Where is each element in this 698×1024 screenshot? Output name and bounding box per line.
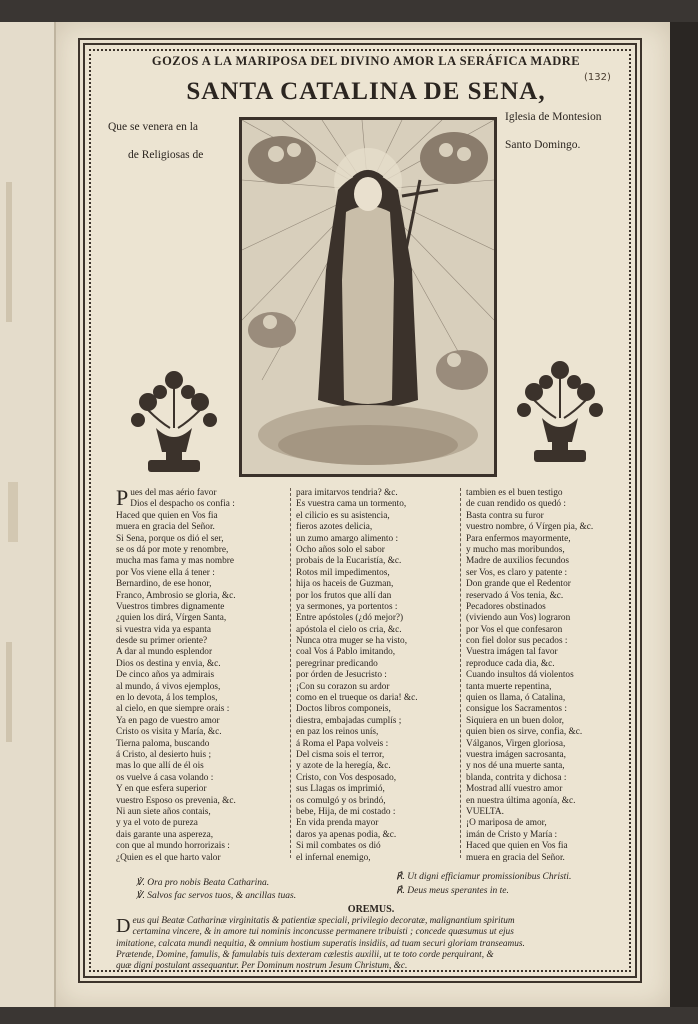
verse-line: por órden de Jesucristo : bbox=[296, 670, 387, 681]
verse-line: Haced que quien en Vos fia bbox=[466, 841, 568, 852]
verse-line: ser Vos, es claro y patente : bbox=[466, 567, 568, 578]
verse-line: Si Sena, porque os dió el ser, bbox=[116, 533, 224, 544]
prayer-line: imitatione, calcata mundi nequitia, & omnium hostium superatis insidiis, ad tuam securi gloriam transeamus. bbox=[116, 938, 525, 949]
verse-line: Válganos, Virgen gloriosa, bbox=[466, 738, 566, 749]
verse-line: con que al mundo horrorizais : bbox=[116, 841, 230, 852]
verse-line: muera en gracia del Señor. bbox=[466, 852, 565, 863]
verse-line: Madre de auxilios fecundos bbox=[466, 556, 570, 567]
verse-line: por Vos el que confesaron bbox=[466, 624, 563, 635]
verse-line: ¡Con su corazon su ardor bbox=[296, 681, 390, 692]
prayer-line: Prætende, Domine, famulis, & famulabis tuis dexteram cælestis auxilii, ut te toto corde perquirant, & bbox=[116, 949, 494, 960]
verse-line: en paz los reinos unís, bbox=[296, 727, 379, 738]
verse-line: y azote de la heregía, &c. bbox=[296, 761, 391, 772]
verse-line: Es vuestra cama un tormento, bbox=[296, 499, 407, 510]
verse-line: Don grande que el Redentor bbox=[466, 579, 571, 590]
facing-page-bleedthrough bbox=[0, 182, 34, 742]
verse-line: se os dá por mote y renombre, bbox=[116, 544, 229, 555]
verse-line: al mundo, á vivos ejemplos, bbox=[116, 681, 221, 692]
verse-line: daros ya apenas podia, &c. bbox=[296, 829, 397, 840]
verse-column-2 bbox=[296, 488, 418, 864]
verse-line: Mostrad allí vuestro amor bbox=[466, 784, 563, 795]
verse-line: ¡O mariposa de amor, bbox=[466, 818, 547, 829]
verse-line: Y en que esfera superior bbox=[116, 784, 207, 795]
verse-line: de cuan rendido os quedó : bbox=[466, 499, 566, 510]
verse-line: De cinco años ya admirais bbox=[116, 670, 215, 681]
verse-line: Si mil combates os dió bbox=[296, 841, 381, 852]
drop-cap: D bbox=[116, 915, 131, 937]
verse-line: Ni aun siete años contais, bbox=[116, 806, 211, 817]
verse-line: en nuestra última agonía, &c. bbox=[466, 795, 576, 806]
verse-line: por los frutos que allí dan bbox=[296, 590, 392, 601]
verse-line: Cuando insultos dá violentos bbox=[466, 670, 574, 681]
page-title: SANTA CATALINA DE SENA, bbox=[186, 78, 546, 105]
verse-line: Del cisma sois el terror, bbox=[296, 749, 385, 760]
verse-line: consigue los Sacramentos : bbox=[466, 704, 567, 715]
versicle-2: ℣. Salvos fac servos tuos, & ancillas tuas. bbox=[136, 891, 297, 901]
verse-line: os comulgó y os brindó, bbox=[296, 795, 386, 806]
verse-line: sus Llagas os imprimió, bbox=[296, 784, 385, 795]
versicle-1: ℣. Ora pro nobis Beata Catharina. bbox=[136, 878, 270, 888]
verse-line: blanda, contrita y dichosa : bbox=[466, 772, 567, 783]
prayer-line: quæ digni postulant assequantur. Per Dominum nostrum Jesum Christum, &c. bbox=[116, 961, 408, 972]
verse-line: mas lo que allí de él ois bbox=[116, 761, 204, 772]
verse-line: os vuelve á casa volando : bbox=[116, 772, 214, 783]
verse-line: Haced que quien en Vos fia bbox=[116, 510, 218, 521]
page-subtitle: GOZOS A LA MARIPOSA DEL DIVINO AMOR LA SERÁFICA MADRE bbox=[151, 54, 581, 68]
verse-line: quien bien os sirve, confia, &c. bbox=[466, 727, 583, 738]
response-1: ℟. Ut digni efficiamur promissionibus Christi. bbox=[396, 872, 572, 882]
verse-line: Para enfermos mayormente, bbox=[466, 533, 571, 544]
verse-line: como en el trueque os daria! &c. bbox=[296, 693, 418, 704]
handwritten-annotation: (132) bbox=[584, 72, 611, 83]
facing-page-edge bbox=[0, 22, 56, 1007]
column-divider-1 bbox=[290, 488, 291, 858]
prayer-text bbox=[116, 916, 626, 972]
verse-line: Entre apóstoles (¿dó mejor?) bbox=[296, 613, 404, 624]
verse-line: el cilicio es su asistencia, bbox=[296, 510, 390, 521]
verse-line: Vuestros timbres dignamente bbox=[116, 601, 225, 612]
verse-line: Siquiera en un buen dolor, bbox=[466, 715, 564, 726]
verse-line: y nos dé una muerte santa, bbox=[466, 761, 565, 772]
verse-line: Rotos mil impedimentos, bbox=[296, 567, 390, 578]
verse-line: En vida prenda mayor bbox=[296, 818, 379, 829]
verse-line: ya sermones, ya portentos : bbox=[296, 601, 398, 612]
verse-line: vuestro Esposo os prevenia, &c. bbox=[116, 795, 236, 806]
verse-line: Pecadores obstinados bbox=[466, 601, 546, 612]
verse-line: Cristo os visita y María, &c. bbox=[116, 727, 222, 738]
verse-line: diestra, embajadas cumplís ; bbox=[296, 715, 402, 726]
verse-line: á Roma el Papa volveis : bbox=[296, 738, 389, 749]
verse-line: tambien es el buen testigo bbox=[466, 488, 563, 498]
verse-line: bebe, Hija, de mi costado : bbox=[296, 806, 396, 817]
saint-catherine-image bbox=[242, 120, 494, 474]
verse-line: Bernardino, de ese honor, bbox=[116, 579, 212, 590]
oremus-heading: OREMUS. bbox=[347, 904, 395, 915]
verse-line: Nunca otra muger se ha visto, bbox=[296, 636, 408, 647]
verse-line: coal Vos á Pablo imitando, bbox=[296, 647, 396, 658]
verse-line: VUELTA. bbox=[466, 806, 504, 817]
verse-line: en lo devota, á los templos, bbox=[116, 693, 218, 704]
scan-right-edge bbox=[670, 22, 698, 1007]
verse-line: si vuestra vida ya espanta bbox=[116, 624, 212, 635]
verse-line: ues del mas aério favor bbox=[130, 488, 217, 498]
verse-line: con fiel dolor sus pecados : bbox=[466, 636, 568, 647]
document-page bbox=[56, 22, 670, 1007]
verse-line: muera en gracia del Señor. bbox=[116, 522, 215, 533]
right-caption-2: Santo Domingo. bbox=[505, 139, 581, 151]
verse-line: fieros azotes delicia, bbox=[296, 522, 373, 533]
verse-line: hija os haceis de Guzman, bbox=[296, 579, 394, 590]
prayer-line: eus qui Beatæ Catharinæ virginitatis & patientiæ speciali, privilegio decoratæ, malignantium spiritum bbox=[132, 916, 515, 926]
verse-line: Franco, Ambrosio se gloria, &c. bbox=[116, 590, 236, 601]
verse-column-3 bbox=[466, 488, 593, 864]
column-divider-2 bbox=[460, 488, 461, 858]
drop-cap: P bbox=[116, 485, 129, 510]
verse-line: tanta muerte repentina, bbox=[466, 681, 552, 692]
verse-line: y mucho mas moribundos, bbox=[466, 544, 565, 555]
verse-line: el infernal enemigo, bbox=[296, 852, 371, 863]
verse-line: vuestra imágen sacrosanta, bbox=[466, 749, 566, 760]
verse-line: Doctos libros componeis, bbox=[296, 704, 391, 715]
prayer-line: certamina vincere, & in amore tui nominis inconcusse permanere tribuisti ; concede quæsumus ut ejus bbox=[132, 927, 514, 938]
response-2: ℟. Deus meus sperantes in te. bbox=[396, 886, 509, 896]
flower-vase-left bbox=[126, 366, 222, 478]
verse-line: Tierna paloma, buscando bbox=[116, 738, 210, 749]
verse-line: al cielo, en que siempre orais : bbox=[116, 704, 230, 715]
verse-line: Cristo, con Vos desposado, bbox=[296, 772, 397, 783]
right-caption-1: Iglesia de Montesion bbox=[505, 111, 602, 123]
verse-line: Vuestra imágen tal favor bbox=[466, 647, 558, 658]
verse-line: vuestro nombre, ó Vírgen pia, &c. bbox=[466, 522, 594, 533]
verse-line: Ocho años solo el sabor bbox=[296, 544, 385, 555]
verse-line: Ya en pago de vuestro amor bbox=[116, 715, 220, 726]
flower-vase-right bbox=[512, 356, 608, 468]
verse-line: para imitarvos tendria? &c. bbox=[296, 488, 398, 498]
verse-line: imán de Cristo y María : bbox=[466, 829, 558, 840]
verse-line: apóstola el cielo os cria, &c. bbox=[296, 624, 402, 635]
verse-line: por Vos viene ella á tener : bbox=[116, 567, 215, 578]
verse-line: desde su primer oriente? bbox=[116, 636, 208, 647]
verse-line: Dios os destina y envia, &c. bbox=[116, 658, 221, 669]
verse-line: quien os llama, ó Catalina, bbox=[466, 693, 566, 704]
verse-line: mucha mas fama y mas nombre bbox=[116, 556, 234, 567]
verse-line: reservado á Vos tenia, &c. bbox=[466, 590, 564, 601]
verse-line: dais garante una aspereza, bbox=[116, 829, 214, 840]
verse-line: y ya el voto de pureza bbox=[116, 818, 198, 829]
verse-line: un zumo amargo alimento : bbox=[296, 533, 399, 544]
verse-line: peregrinar predicando bbox=[296, 658, 378, 669]
verse-line: reproduce cada dia, &c. bbox=[466, 658, 555, 669]
verse-line: Dios el despacho os confia : bbox=[130, 499, 235, 510]
verse-line: probais de la Eucaristía, &c. bbox=[296, 556, 402, 567]
saint-engraving bbox=[239, 117, 497, 477]
verse-line: Basta contra su furor bbox=[466, 510, 544, 521]
left-caption-1: Que se venera en la bbox=[108, 121, 199, 133]
verse-line: A dar al mundo esplendor bbox=[116, 647, 213, 658]
verse-line: ¿quien los dirá, Vírgen Santa, bbox=[116, 613, 227, 624]
verse-line: ¿Quien es el que harto valor bbox=[116, 852, 221, 863]
verse-line: á Cristo, al desierto huis ; bbox=[116, 749, 212, 760]
verse-line: (viviendo aun Vos) lograron bbox=[466, 613, 571, 624]
verse-column-1 bbox=[116, 485, 236, 864]
left-caption-2: de Religiosas de bbox=[128, 149, 204, 161]
